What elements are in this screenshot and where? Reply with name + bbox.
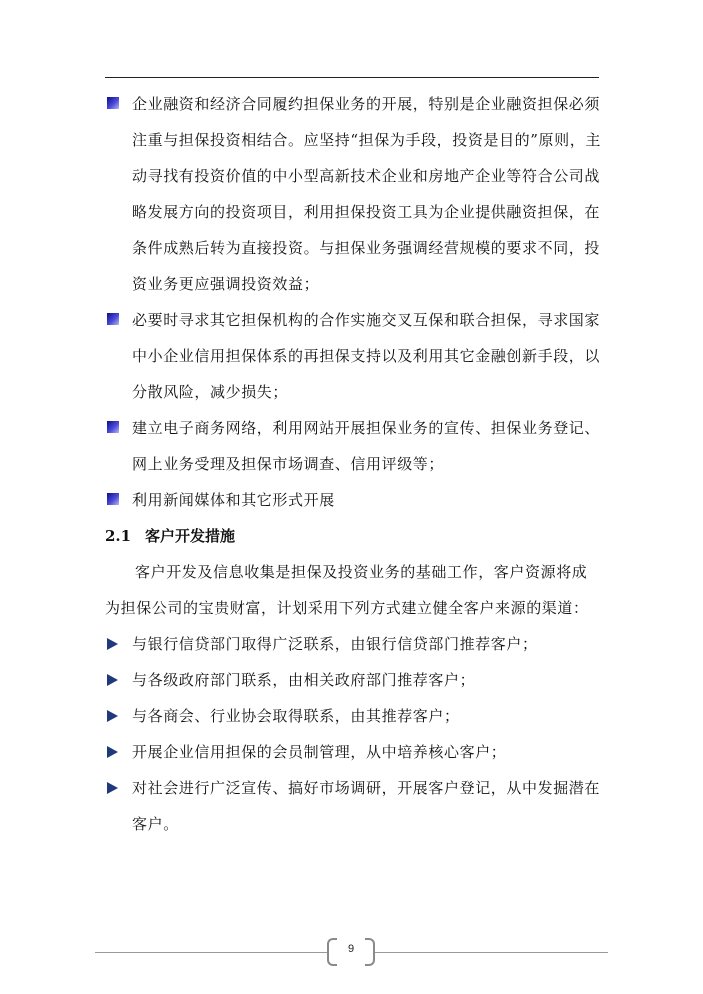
page-number-box xyxy=(327,938,375,964)
list-item-text: 必要时寻求其它担保机构的合作实施交叉互保和联合担保，寻求国家中小企业信用担保体系的再担保支持以及利用其它金融创新手段，以分散风险，减少损失； xyxy=(132,311,601,401)
page-body xyxy=(105,86,601,842)
list-item xyxy=(105,482,601,518)
list-item xyxy=(105,698,601,734)
list-item xyxy=(105,302,601,410)
triangle-bullet-icon xyxy=(107,746,118,758)
square-bullet-icon xyxy=(107,313,119,325)
list-item-text: 企业融资和经济合同履约担保业务的开展，特别是企业融资担保必须注重与担保投资相结合。应坚持“担保为手段，投资是目的”原则，主动寻找有投资价值的中小型高新技术企业和房地产企业等符合公司战略发展方向的投资项目，利用担保投资工具为企业提供融资担保，在条件成熟后转为直接投资。与担保业务强调经营规模的要求不同，投资业务更应强调投资效益； xyxy=(132,95,601,293)
list-item xyxy=(105,626,601,662)
list-item xyxy=(105,86,601,302)
section-number: 2.1 xyxy=(105,527,132,545)
right-brace-icon xyxy=(365,938,375,966)
list-item-text: 利用新闻媒体和其它形式开展 xyxy=(132,491,335,509)
list-item xyxy=(105,770,601,842)
triangle-bullet-icon xyxy=(107,638,118,650)
list-item xyxy=(105,662,601,698)
list-item-text: 对社会进行广泛宣传、搞好市场调研，开展客户登记，从中发掘潜在客户。 xyxy=(132,779,601,833)
list-item-text: 开展企业信用担保的会员制管理，从中培养核心客户； xyxy=(132,743,507,761)
list-item xyxy=(105,410,601,482)
square-bullet-icon xyxy=(107,97,119,109)
list-item-text: 与银行信贷部门取得广泛联系，由银行信贷部门推荐客户； xyxy=(132,635,538,653)
triangle-bullet-icon xyxy=(107,710,118,722)
intro-paragraph: 客户开发及信息收集是担保及投资业务的基础工作，客户资源将成为担保公司的宝贵财富，计划采用下列方式建立健全客户来源的渠道： xyxy=(105,563,589,617)
square-bullet-icon xyxy=(107,421,119,433)
section-title: 客户开发措施 xyxy=(145,527,236,545)
square-bullet-icon xyxy=(107,493,119,505)
list-item-text: 建立电子商务网络，利用网站开展担保业务的宣传、担保业务登记、网上业务受理及担保市场调查、信用评级等； xyxy=(132,419,601,473)
list-item-text: 与各级政府部门联系，由相关政府部门推荐客户； xyxy=(132,671,476,689)
triangle-bullet-icon xyxy=(107,674,118,686)
header-rule xyxy=(105,77,599,78)
section-heading xyxy=(105,518,601,554)
triangle-bullet-icon xyxy=(107,782,118,794)
page-number: 9 xyxy=(347,943,355,955)
list-item xyxy=(105,734,601,770)
list-item-text: 与各商会、行业协会取得联系，由其推荐客户； xyxy=(132,707,460,725)
